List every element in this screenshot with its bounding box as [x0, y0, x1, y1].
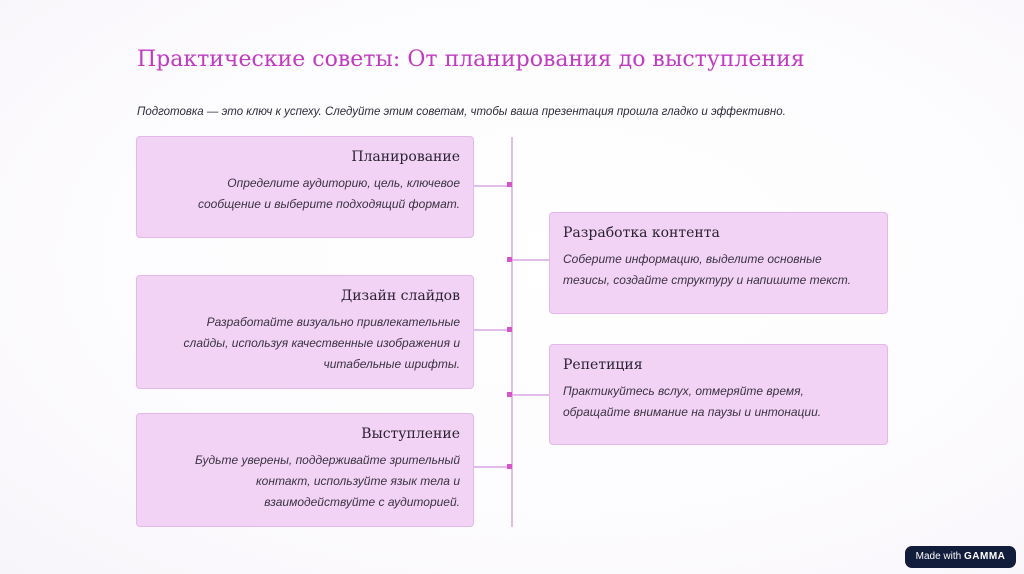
step-card-design	[136, 275, 474, 389]
step-card-planning	[136, 136, 474, 238]
timeline-dot-1	[507, 182, 512, 187]
timeline-dot-4	[507, 392, 512, 397]
step-card-performance	[136, 413, 474, 527]
step-heading: Дизайн слайдов	[340, 288, 460, 304]
step-description: Практикуйтесь вслух, отмеряйте время, обращайте внимание на паузы и интонации.	[563, 384, 822, 419]
step-description: Будьте уверены, поддерживайте зрительный контакт, используйте язык тела и взаимодействуйте с аудиторией.	[194, 453, 460, 509]
gamma-logo: GAMMA	[963, 551, 1006, 562]
made-with-gamma-badge[interactable]	[905, 546, 1016, 568]
timeline-dot-5	[507, 464, 512, 469]
step-heading: Выступление	[361, 426, 460, 442]
page-subtitle: Подготовка — это ключ к успеху. Следуйте этим советам, чтобы ваша презентация прошла гладко и эффективно.	[137, 106, 786, 118]
timeline-dot-2	[507, 257, 512, 262]
step-heading: Репетиция	[563, 357, 643, 373]
step-card-rehearsal	[549, 344, 888, 445]
badge-prefix: Made with	[915, 551, 962, 562]
page-title: Практические советы: От планирования до выступления	[137, 47, 805, 72]
step-heading: Планирование	[351, 149, 460, 165]
timeline-dot-3	[507, 327, 512, 332]
step-description: Определите аудиторию, цель, ключевое сообщение и выберите подходящий формат.	[197, 176, 460, 211]
step-heading: Разработка контента	[563, 225, 720, 241]
step-description: Разработайте визуально привлекательные слайды, используя качественные изображения и читабельные шрифты.	[183, 315, 460, 371]
step-card-content	[549, 212, 888, 314]
step-description: Соберите информацию, выделите основные тезисы, создайте структуру и напишите текст.	[563, 252, 851, 287]
